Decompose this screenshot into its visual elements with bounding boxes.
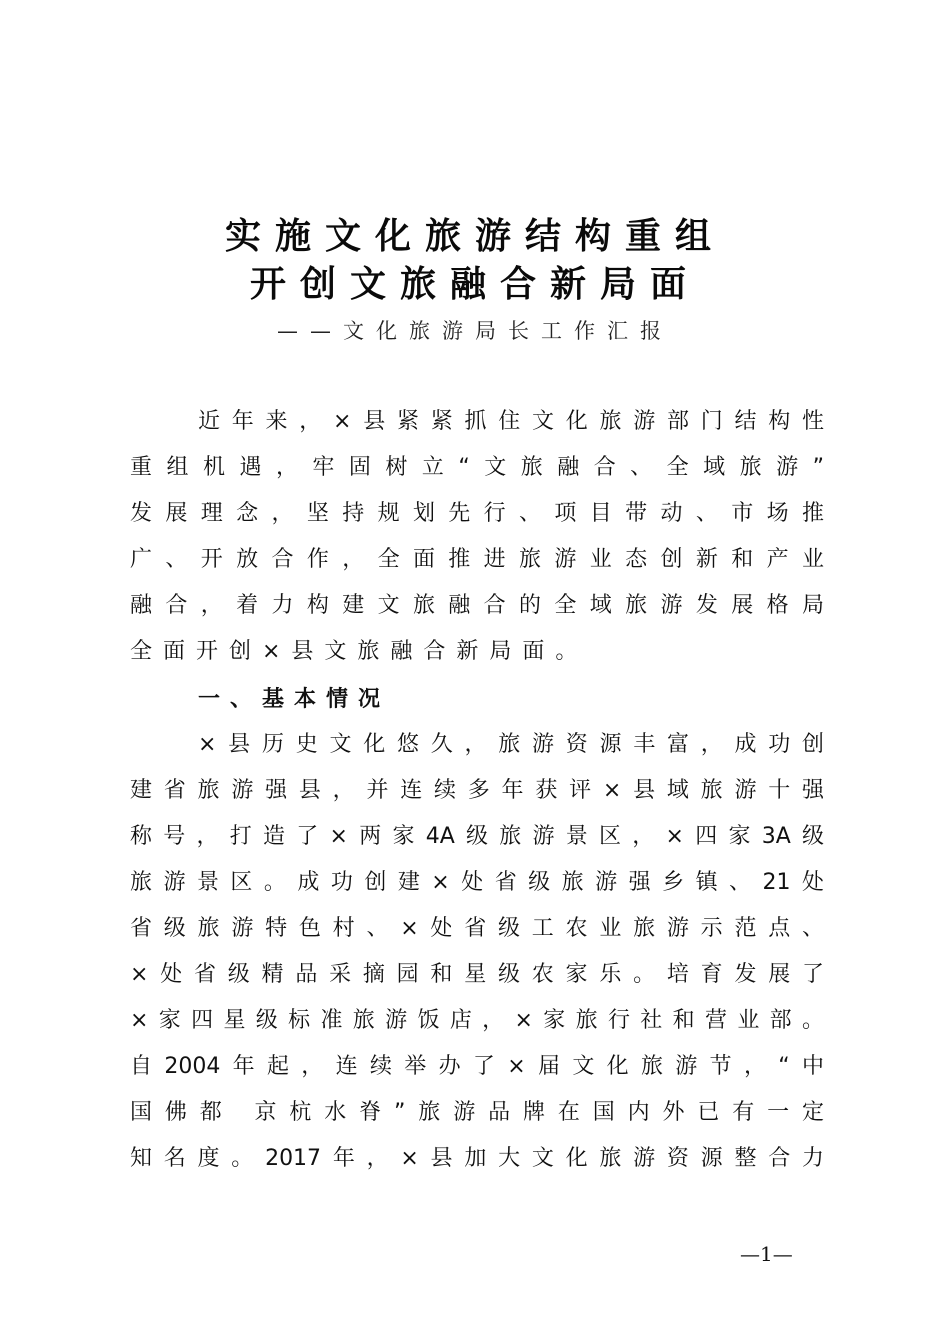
document-subtitle: ——文化旅游局长工作汇报: [277, 319, 673, 343]
section-heading-basic-situation: 一、基本情况: [198, 687, 391, 712]
intro-line-3: 发展理念，坚持规划先行、项目带动、市场推: [130, 501, 824, 526]
section1-line-10: 知名度。2017年，×县加大文化旅游资源整合力: [130, 1146, 824, 1171]
intro-line-6: 全面开创×县文旅融合新局面。: [130, 639, 589, 664]
section1-line-4: 旅游景区。成功创建×处省级旅游强乡镇、21处: [130, 870, 824, 895]
section1-line-9: 国佛都 京杭水脊”旅游品牌在国内外已有一定: [130, 1100, 824, 1125]
page-number: —1—: [740, 1242, 793, 1266]
document-title-line-1: 实施文化旅游结构重组: [224, 215, 725, 257]
section1-line-6: ×处省级精品采摘园和星级农家乐。培育发展了: [130, 962, 824, 987]
section1-line-1: ×县历史文化悠久，旅游资源丰富，成功创: [198, 732, 824, 757]
intro-line-2: 重组机遇，牢固树立“文旅融合、全域旅游”: [130, 455, 824, 480]
document-title-line-2: 开创文旅融合新局面: [249, 263, 700, 305]
section1-line-2: 建省旅游强县，并连续多年获评×县域旅游十强: [130, 778, 824, 803]
intro-line-1: 近年来，×县紧紧抓住文化旅游部门结构性: [198, 409, 824, 434]
section1-line-7: ×家四星级标准旅游饭店，×家旅行社和营业部。: [130, 1008, 824, 1033]
section1-line-3: 称号，打造了×两家4A级旅游景区，×四家3A级: [130, 824, 824, 849]
section1-line-8: 自2004年起，连续举办了×届文化旅游节，“中: [130, 1054, 824, 1079]
intro-line-5: 融合，着力构建文旅融合的全域旅游发展格局: [130, 593, 824, 618]
intro-line-4: 广、开放合作，全面推进旅游业态创新和产业: [130, 547, 824, 572]
section1-line-5: 省级旅游特色村、×处省级工农业旅游示范点、: [130, 916, 824, 941]
